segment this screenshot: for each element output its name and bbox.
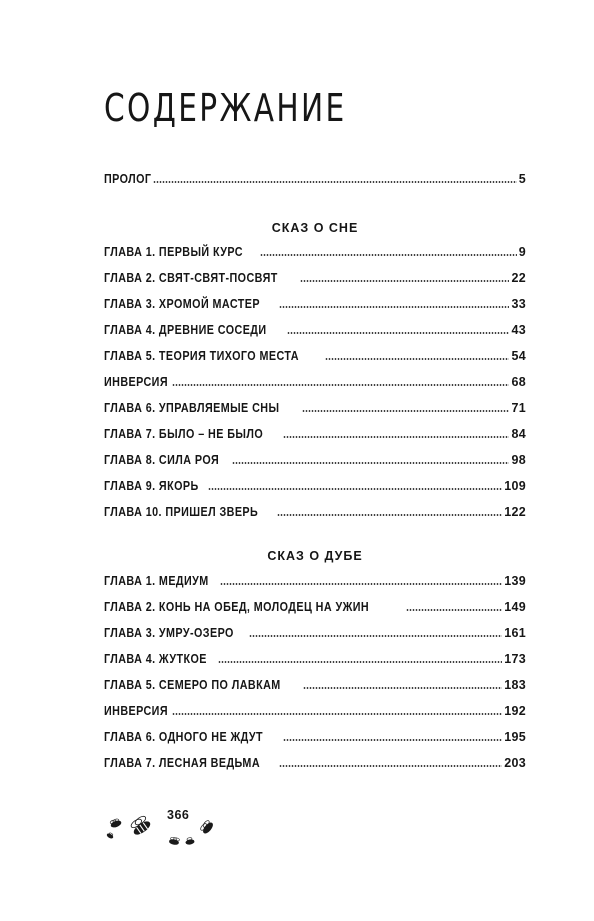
toc-entry-label: ГЛАВА 6. ОДНОГО НЕ ЖДУТ [104, 730, 263, 744]
dot-leader [303, 687, 502, 689]
dot-leader [249, 635, 502, 637]
toc-entry-label: ГЛАВА 3. ХРОМОЙ МАСТЕР [104, 297, 260, 311]
toc-entry-page: 43 [511, 323, 526, 337]
dot-leader [260, 254, 517, 256]
toc-entry[interactable] [104, 648, 526, 666]
toc-entry-label: ГЛАВА 8. СИЛА РОЯ [104, 453, 220, 467]
toc-entry[interactable] [104, 726, 526, 744]
toc-entry-label: ГЛАВА 7. ЛЕСНАЯ ВЕДЬМА [104, 756, 261, 770]
toc-entry[interactable] [104, 397, 526, 415]
page-number: 366 [167, 808, 190, 822]
section-heading: СКАЗ О ДУБЕ [267, 549, 363, 563]
toc-entry-page: 33 [511, 297, 526, 311]
toc-entry-page: 192 [504, 704, 526, 718]
toc-entry[interactable] [104, 345, 526, 363]
dot-leader [300, 280, 509, 282]
toc-entry[interactable] [104, 319, 526, 337]
toc-entry[interactable] [104, 267, 526, 285]
toc-entry-page: 22 [511, 271, 526, 285]
dot-leader [302, 410, 510, 412]
toc-entry-page: 9 [518, 245, 526, 259]
toc-entry-label: ГЛАВА 7. БЫЛО – НЕ БЫЛО [104, 427, 264, 441]
toc-entry-label: ГЛАВА 1. ПЕРВЫЙ КУРС [104, 245, 243, 259]
toc-entry[interactable] [104, 423, 526, 441]
dot-leader [208, 488, 502, 490]
dot-leader [218, 661, 503, 663]
toc-entry-label: ГЛАВА 2. СВЯТ-СВЯТ-ПОСВЯТ [104, 271, 278, 285]
toc-entry-label: ГЛАВА 4. ДРЕВНИЕ СОСЕДИ [104, 323, 267, 337]
bee-swarm-icon [104, 806, 222, 852]
toc-entry-label: ГЛАВА 3. УМРУ-ОЗЕРО [104, 626, 234, 640]
toc-entry-page: 183 [504, 678, 526, 692]
toc-entry-label: ПРОЛОГ [104, 172, 152, 186]
toc-entry[interactable] [104, 570, 526, 588]
toc-entry[interactable] [104, 700, 526, 718]
dot-leader [406, 609, 502, 611]
toc-entry-prologue[interactable] [104, 168, 526, 186]
toc-entry[interactable] [104, 449, 526, 467]
toc-entry[interactable] [104, 752, 526, 770]
toc-entry-label: ГЛАВА 2. КОНЬ НА ОБЕД, МОЛОДЕЦ НА УЖИН [104, 600, 370, 614]
toc-entry-page: 84 [511, 427, 526, 441]
toc-entry-page: 122 [504, 505, 526, 519]
dot-leader [277, 514, 502, 516]
toc-entry-label: ИНВЕРСИЯ [104, 375, 168, 389]
toc-entry-page: 71 [511, 401, 526, 415]
toc-entry-page: 203 [504, 756, 526, 770]
toc-entry-page: 5 [518, 172, 526, 186]
toc-entry-page: 54 [511, 349, 526, 363]
toc-entry-page: 98 [511, 453, 526, 467]
toc-entry-page: 149 [504, 600, 526, 614]
toc-entry-label: ГЛАВА 9. ЯКОРЬ [104, 479, 199, 493]
dot-leader [279, 765, 502, 767]
toc-entry-label: ГЛАВА 1. МЕДИУМ [104, 574, 209, 588]
toc-entry[interactable] [104, 371, 526, 389]
dot-leader [172, 713, 502, 715]
toc-entry[interactable] [104, 475, 526, 493]
toc-entry-label: ГЛАВА 4. ЖУТКОЕ [104, 652, 207, 666]
dot-leader [220, 583, 503, 585]
toc-entry-page: 139 [504, 574, 526, 588]
dot-leader [172, 384, 509, 386]
toc-entry-page: 68 [511, 375, 526, 389]
toc-entry-page: 173 [504, 652, 526, 666]
toc-entry[interactable] [104, 293, 526, 311]
toc-entry[interactable] [104, 241, 526, 259]
dot-leader [283, 436, 509, 438]
toc-entry[interactable] [104, 674, 526, 692]
dot-leader [279, 306, 509, 308]
toc-entry-label: ИНВЕРСИЯ [104, 704, 168, 718]
toc-entry-page: 195 [504, 730, 526, 744]
dot-leader [325, 358, 510, 360]
page-title: СОДЕРЖАНИЕ [104, 86, 347, 130]
toc-entry-label: ГЛАВА 5. СЕМЕРО ПО ЛАВКАМ [104, 678, 281, 692]
dot-leader [232, 462, 510, 464]
toc-entry[interactable] [104, 501, 526, 519]
section-heading: СКАЗ О СНЕ [271, 221, 359, 235]
toc-entry[interactable] [104, 622, 526, 640]
dot-leader [287, 332, 509, 334]
toc-entry-page: 161 [504, 626, 526, 640]
toc-entry[interactable] [104, 596, 526, 614]
page-footer [104, 806, 222, 852]
toc-entry-label: ГЛАВА 5. ТЕОРИЯ ТИХОГО МЕСТА [104, 349, 299, 363]
toc-entry-page: 109 [504, 479, 526, 493]
toc-entry-label: ГЛАВА 10. ПРИШЕЛ ЗВЕРЬ [104, 505, 259, 519]
dot-leader [153, 181, 517, 183]
toc-entry-label: ГЛАВА 6. УПРАВЛЯЕМЫЕ СНЫ [104, 401, 280, 415]
dot-leader [283, 739, 502, 741]
